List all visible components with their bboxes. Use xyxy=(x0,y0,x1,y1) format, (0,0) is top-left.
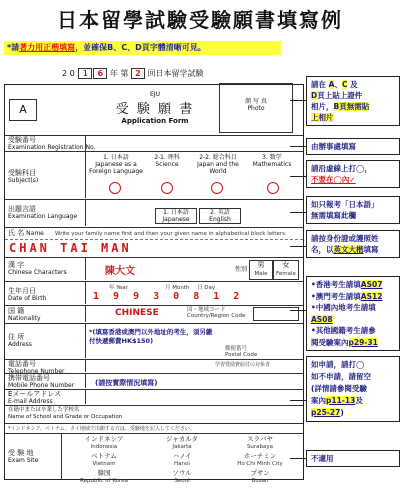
exam-lang-label: 出題言語 Examination Language xyxy=(8,205,78,220)
dob-value: 1 9 9 3 0 8 1 2 xyxy=(93,291,244,302)
email-label: Eメールアドレス E-mail Address xyxy=(8,390,62,405)
kanji-value: 陳大文 xyxy=(105,266,135,277)
subjects-label: 受験科目 Subject(s) xyxy=(8,169,39,184)
form-letter: A xyxy=(9,99,37,121)
arrow-code xyxy=(290,310,306,311)
application-form xyxy=(4,84,304,484)
exam-no-row xyxy=(5,135,303,150)
lang-english[interactable]: 2. 英語 English xyxy=(199,208,241,224)
address-note: *(填寫香港或澳門以外地址的考生，須另繳付快遞郵費HK$150) xyxy=(89,328,213,345)
year-value-box: 6 xyxy=(93,68,107,79)
footer-note: *インドネシア、ベトナム、タイ地域で出願する方は、受験地を記入してください。 xyxy=(8,426,195,432)
subject-2[interactable]: 2-1. 理科 Science xyxy=(154,154,180,168)
mobile-label: 携帯電話番号 Mobile Phone Number xyxy=(8,374,75,389)
address-row xyxy=(5,323,303,358)
callout-code: •香港考生請填AS07 •澳門考生請填AS12 •中國內地考生請填 AS08 •其他國籍考生請參 閱受驗案內p29-31 xyxy=(306,276,400,351)
warning-suffix: ，並確保B、C、D頁字體清晰可見。 xyxy=(75,43,206,52)
phone-label: 電話番号 Telephone Number xyxy=(8,360,65,375)
site-4[interactable]: ハノイ Hanoi xyxy=(172,452,192,467)
site-7[interactable]: ソウル Seoul xyxy=(172,469,192,484)
callout-subjects: 請沿虛線上打◯， 不要在◯內✓ xyxy=(306,160,400,188)
nationality-value: CHINESE xyxy=(115,308,159,318)
site-5[interactable]: ホーチミン Ho Chi Minh City xyxy=(237,452,283,467)
name-label: 氏 名 Name xyxy=(8,229,44,237)
address-label: 住 所 Address xyxy=(8,333,32,348)
nationality-row xyxy=(5,305,303,322)
arrow-exam-no xyxy=(290,146,306,147)
callout-photo: 請在 A、C 及 D頁上貼上證件 相片，B頁無需貼 上相片 xyxy=(306,76,400,126)
callout-lang: 如只報考「日本語」 無需填寫此欄 xyxy=(306,196,400,224)
site-2[interactable]: スラバヤ Surabaya xyxy=(246,435,274,450)
page-title: 日本留學試驗受驗願書填寫例 xyxy=(57,8,343,32)
arrow-photo xyxy=(290,100,306,101)
arrow-name xyxy=(290,246,306,247)
exam-site-label: 受 験 地 Exam Site xyxy=(8,449,39,464)
school-label: 在籍中または卒業した学校名 Name of School and Grade or Occupation xyxy=(8,407,123,420)
lang-japanese[interactable]: 1. 日本語 Japanese xyxy=(155,208,197,224)
exam-lang-row xyxy=(5,199,303,226)
arrow-subjects xyxy=(290,176,306,177)
subjects-row xyxy=(5,151,303,198)
sex-label: 性別 xyxy=(235,266,248,273)
warning-prefix: *請 xyxy=(7,43,20,52)
subject-1-circle xyxy=(109,182,121,194)
scholarship-label: 学習奨励費給付の対象者 xyxy=(215,362,271,368)
dob-row xyxy=(5,281,303,304)
dob-day-label: 日 Day xyxy=(197,285,216,291)
name-hint: Write your family name first and then your given name in alphabetical block letters. xyxy=(55,231,287,237)
form-header xyxy=(95,91,215,125)
warning-emphasis: 著力用正楷填寫 xyxy=(19,43,76,52)
postal-label: 郵便番号 Postal Code xyxy=(225,346,258,358)
callout-exam-no: 由辦事處填寫 xyxy=(306,138,400,155)
arrow-lang xyxy=(290,212,306,213)
exam-no-label: 受験番号 Examination Registration No. xyxy=(8,136,96,151)
site-1[interactable]: ジャカルタ Jakarta xyxy=(165,435,199,450)
nation-code-label: 国・地域コード Country/Region Code xyxy=(187,307,246,319)
arrow-site xyxy=(290,458,306,459)
site-0[interactable]: インドネシア Indonesia xyxy=(84,435,124,450)
callout-site: 不適用 xyxy=(306,450,400,467)
subject-1[interactable]: 1. 日本語 Japanese as a Foreign Language xyxy=(89,154,143,175)
site-3[interactable]: ベトナム Vietnam xyxy=(91,452,117,467)
name-value: CHAN TAI MAN xyxy=(9,241,132,255)
school-row xyxy=(5,405,303,422)
mobile-row xyxy=(5,373,303,388)
subject-3[interactable]: 2-2. 総合科目 Japan and the World xyxy=(197,154,239,175)
sex-female[interactable]: 女 Female xyxy=(273,260,299,280)
callout-school: 如申請，請打◯ 如不申請，請留空 (詳情請參閱受驗 案內p11-13及 p25-27) xyxy=(306,356,400,422)
site-6[interactable]: 韓国 Republic of Korea xyxy=(80,469,128,484)
subject-4[interactable]: 3. 数学 Mathematics xyxy=(252,154,292,168)
kanji-label: 漢 字 Chinese Characters xyxy=(8,261,67,276)
contact-note: (請按實際情況填寫) xyxy=(95,379,158,387)
dob-label: 生年月日 Date of Birth xyxy=(8,287,47,302)
footer-note-row xyxy=(5,423,303,432)
photo-label-en: Photo xyxy=(247,105,265,112)
dob-month-label: 月 Month xyxy=(165,285,190,291)
subject-4-circle xyxy=(267,182,279,194)
year-unit: 年 第 xyxy=(109,69,129,78)
form-title-ja: 受 験 願 書 xyxy=(115,102,195,117)
warning-banner xyxy=(4,41,281,55)
kanji-row xyxy=(5,257,303,280)
arrow-school xyxy=(290,400,306,401)
nationality-label: 国 籍 Nationality xyxy=(8,307,41,322)
form-title-en: Application Form xyxy=(121,117,189,125)
year-digit-box: 1 xyxy=(78,68,92,79)
subject-3-circle xyxy=(211,182,223,194)
callout-name: 請按身份證或護照姓 名，以英文大楷填寫 xyxy=(306,230,400,258)
form-eju: EJU xyxy=(150,91,160,98)
photo-box[interactable] xyxy=(219,83,293,133)
sex-male[interactable]: 男 Male xyxy=(249,260,273,280)
name-value-row[interactable] xyxy=(5,239,303,256)
subject-2-circle xyxy=(161,182,173,194)
year-prefix: 2 0 xyxy=(62,69,75,78)
year-line xyxy=(62,68,203,79)
photo-label-ja: 顔 写 真 xyxy=(245,98,267,105)
site-8[interactable]: プサン Busan xyxy=(250,469,270,484)
exam-site-row xyxy=(5,433,303,484)
exam-site-grid xyxy=(65,436,299,485)
year-suffix: 回日本留学試験 xyxy=(147,69,204,78)
dob-year-label: 年 Year xyxy=(109,285,128,291)
session-box: 2 xyxy=(131,68,145,79)
